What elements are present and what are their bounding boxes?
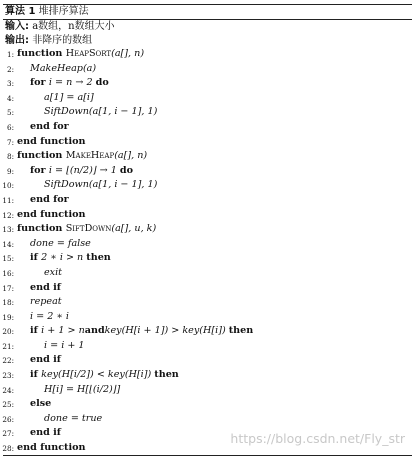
keyword: else xyxy=(30,398,52,410)
output-text: 非降序的数组 xyxy=(32,35,93,46)
keyword: end for xyxy=(30,120,69,132)
expression: 2 ∗ i > n xyxy=(41,252,87,264)
code-text xyxy=(30,62,96,77)
expression: i = i + 1 xyxy=(44,339,85,351)
line-number: 25: xyxy=(2,400,14,410)
code-text xyxy=(30,237,91,252)
line-number: 12: xyxy=(2,210,14,220)
expression: repeat xyxy=(30,296,62,308)
code-text xyxy=(30,295,62,310)
code-line xyxy=(0,353,417,368)
line-number: 11: xyxy=(2,195,14,205)
code-text xyxy=(30,426,61,441)
caption-rule xyxy=(3,19,412,20)
keyword: function xyxy=(17,223,66,235)
line-number: 13: xyxy=(2,225,14,235)
expression: (a[], n) xyxy=(111,48,145,59)
line-number: 7: xyxy=(7,137,14,147)
line-number: 15: xyxy=(2,254,14,264)
code-text xyxy=(30,310,69,325)
line-number: 14: xyxy=(2,239,14,249)
expression: i = 2 ∗ i xyxy=(30,310,69,322)
keyword: and xyxy=(84,325,105,337)
code-line xyxy=(0,178,417,193)
line-number: 18: xyxy=(2,298,14,308)
line-number: 2: xyxy=(7,64,14,74)
code-text xyxy=(17,441,86,456)
expression: exit xyxy=(44,266,63,278)
code-text xyxy=(30,368,179,383)
output-spec xyxy=(5,35,92,47)
expression: key(H[i/2]) < key(H[i]) xyxy=(41,369,155,381)
expression: MakeHeap(a) xyxy=(30,62,97,74)
expression: key(H[i + 1]) > key(H[i]) xyxy=(104,325,229,337)
output-label: 输出: xyxy=(5,35,29,46)
code-line xyxy=(0,383,417,398)
code-line xyxy=(0,324,417,339)
code-line xyxy=(0,281,417,296)
code-text xyxy=(44,412,102,427)
expression: a[1] = a[i] xyxy=(44,91,94,103)
keyword: do xyxy=(119,164,134,176)
line-number: 8: xyxy=(7,152,14,162)
keyword: if xyxy=(30,325,42,337)
keyword: function xyxy=(17,150,66,162)
code-line xyxy=(0,266,417,281)
code-line xyxy=(0,237,417,252)
code-text xyxy=(44,339,85,354)
keyword: if xyxy=(30,369,42,381)
code-text xyxy=(30,281,61,296)
line-number: 6: xyxy=(7,122,14,132)
line-number: 26: xyxy=(2,414,14,424)
code-line xyxy=(0,120,417,135)
code-line xyxy=(0,105,417,120)
bottom-rule xyxy=(3,455,412,456)
keyword: for xyxy=(30,77,49,89)
function-name: HeapSort xyxy=(65,48,112,59)
line-number: 23: xyxy=(2,371,14,381)
line-number: 24: xyxy=(2,385,14,395)
code-line xyxy=(0,62,417,77)
algorithm-caption xyxy=(5,5,89,19)
code-text xyxy=(44,383,120,398)
keyword: do xyxy=(95,77,109,89)
code-line xyxy=(0,412,417,427)
keyword: then xyxy=(154,369,179,381)
input-spec xyxy=(5,21,115,33)
line-number: 1: xyxy=(7,50,14,59)
code-line xyxy=(0,164,417,179)
line-number: 16: xyxy=(2,268,14,278)
code-line xyxy=(0,368,417,383)
code-line xyxy=(0,397,417,412)
code-text xyxy=(30,353,61,368)
code-text xyxy=(17,222,156,237)
line-number: 20: xyxy=(2,327,14,337)
code-line xyxy=(0,295,417,310)
code-text xyxy=(44,178,157,193)
code-text xyxy=(17,208,86,223)
keyword: for xyxy=(30,164,49,176)
input-label: 输入: xyxy=(5,21,29,32)
keyword: end for xyxy=(30,193,69,205)
algorithm-number: 算法 1 xyxy=(5,6,36,17)
code-text xyxy=(17,47,144,62)
code-line xyxy=(0,76,417,91)
algorithm-title: 堆排序算法 xyxy=(38,6,89,17)
line-number: 9: xyxy=(7,166,14,176)
code-line xyxy=(0,193,417,208)
keyword: end if xyxy=(30,281,61,293)
code-line xyxy=(0,47,417,62)
expression: i + 1 > n xyxy=(41,325,85,337)
code-text xyxy=(30,164,133,179)
code-line xyxy=(0,222,417,237)
line-number: 17: xyxy=(2,283,14,293)
pseudocode-lines xyxy=(0,47,417,456)
line-number: 22: xyxy=(2,356,14,366)
keyword: then xyxy=(228,325,254,337)
expression: i = n → 2 xyxy=(48,77,96,89)
line-number: 5: xyxy=(7,108,14,118)
line-number: 10: xyxy=(2,181,14,191)
code-line xyxy=(0,310,417,325)
keyword: end function xyxy=(17,208,86,220)
function-name: SiftDown xyxy=(65,223,112,235)
code-text xyxy=(30,120,69,135)
code-line xyxy=(0,208,417,223)
expression: (a[], n) xyxy=(114,150,148,162)
expression: SiftDown(a[1, i − 1], 1) xyxy=(44,179,158,191)
line-number: 4: xyxy=(7,93,14,103)
code-text xyxy=(17,149,147,164)
line-number: 21: xyxy=(2,341,14,351)
line-number: 3: xyxy=(7,79,14,89)
code-text xyxy=(44,266,62,281)
keyword: end if xyxy=(30,427,61,439)
expression: (a[], u, k) xyxy=(111,223,157,235)
line-number: 28: xyxy=(2,444,14,454)
code-text xyxy=(44,91,94,106)
code-text xyxy=(30,76,109,91)
watermark: https://blog.csdn.net/Fly_str xyxy=(230,431,405,446)
keyword: then xyxy=(86,252,111,264)
line-number: 27: xyxy=(2,429,14,439)
expression: i = ⌊(n/2)⌋ → 1 xyxy=(48,164,120,176)
keyword: function xyxy=(17,48,66,59)
code-line xyxy=(0,251,417,266)
keyword: if xyxy=(30,252,42,264)
expression: done = false xyxy=(30,237,91,249)
code-line xyxy=(0,135,417,150)
code-text xyxy=(44,105,157,120)
code-line xyxy=(0,339,417,354)
code-text xyxy=(17,135,86,150)
expression: SiftDown(a[1, i − 1], 1) xyxy=(44,106,158,118)
expression: done = true xyxy=(44,412,103,424)
expression: H[i] = H[⌊(i/2)⌋] xyxy=(44,383,121,395)
function-name: MakeHeap xyxy=(65,150,115,162)
code-text xyxy=(30,193,69,208)
keyword: end function xyxy=(17,442,86,454)
code-text xyxy=(30,251,111,266)
line-number: 19: xyxy=(2,312,14,322)
keyword: end function xyxy=(17,135,86,147)
input-text: a数组，n数组大小 xyxy=(32,21,115,32)
code-text xyxy=(30,397,51,412)
code-line xyxy=(0,149,417,164)
keyword: end if xyxy=(30,354,61,366)
code-line xyxy=(0,91,417,106)
code-text xyxy=(30,324,253,339)
